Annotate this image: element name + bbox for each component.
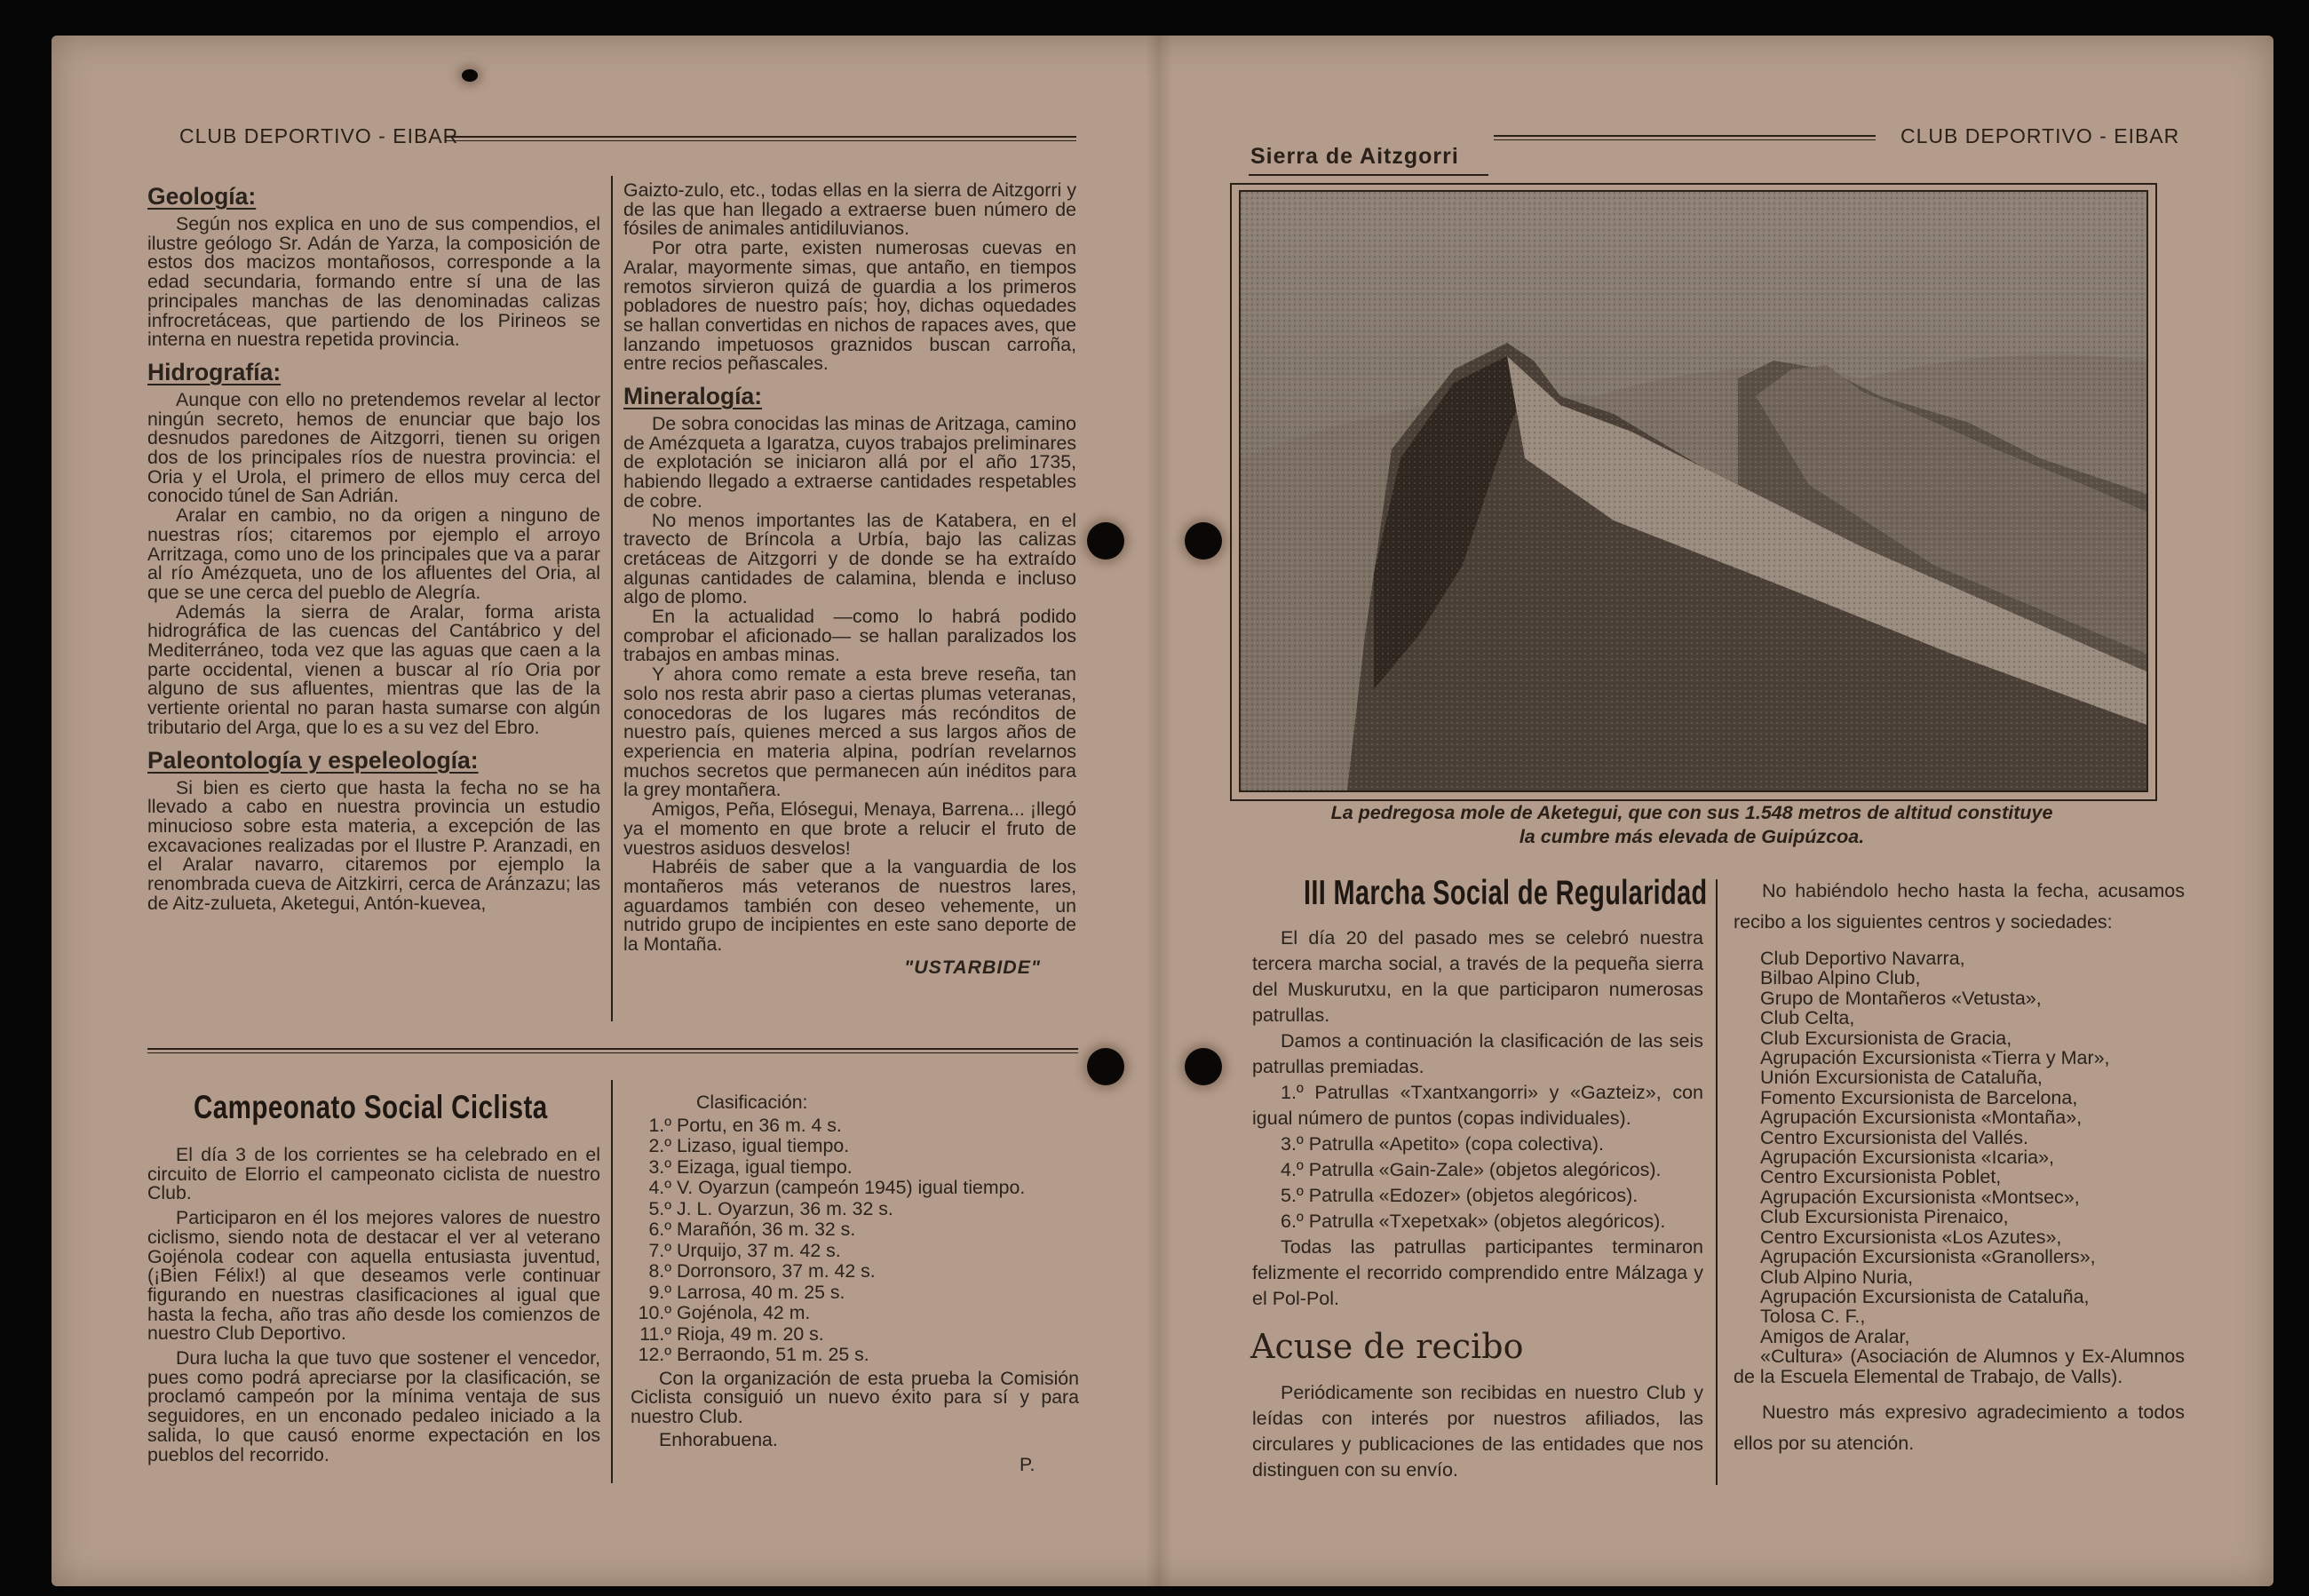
paragraph: Por otra parte, existen numerosas cuevas en Aralar, mayormente simas, que antaño, en tiempos remotos sirvieron quizá de guardia a los primeros pobladores de nuestro país; hoy, dichas oquedades se hallan convertidas en nichos de rapaces aves, que lanzando impetuosos graznidos buscan carroña, entre recios peñascales. xyxy=(623,237,1076,375)
clasificacion-row xyxy=(631,1116,1079,1137)
clasificacion-row xyxy=(631,1219,1079,1241)
header-club-left: CLUB DEPORTIVO - EIBAR xyxy=(179,124,459,147)
entidad-item: Bilbao Alpino Club, xyxy=(1760,967,1921,989)
section-rule xyxy=(147,1048,1078,1053)
paragraph: Nuestro más expresivo agradecimiento a todos ellos por su atención. xyxy=(1734,1401,2185,1454)
entidad-item: Unión Excursionista de Cataluña, xyxy=(1760,1067,2043,1089)
enhorabuena: Enhorabuena. xyxy=(659,1428,778,1450)
rider-result: Eizaga, igual tiempo. xyxy=(677,1155,853,1178)
paragraph: En la actualidad —como lo habrá podido comprobar el aficionado— se hallan paralizados los trabajos en ambas minas. xyxy=(623,606,1076,666)
center-fold xyxy=(1146,36,1172,1586)
entidades-list xyxy=(1734,949,2185,1346)
column-divider xyxy=(1716,879,1718,1485)
entidad-item: Club Deportivo Navarra, xyxy=(1760,948,1965,969)
column-divider xyxy=(611,1080,613,1483)
rider-result: V. Oyarzun (campeón 1945) igual tiempo. xyxy=(677,1177,1026,1198)
title-campeonato: Campeonato Social Ciclista xyxy=(194,1089,548,1125)
clasificacion-ciclista xyxy=(631,1092,1079,1475)
entidad-item: Fomento Excursionista de Barcelona, xyxy=(1760,1086,2078,1108)
position-number: 11.º xyxy=(639,1322,671,1345)
position-number: 6.º xyxy=(648,1219,671,1240)
position-number: 2.º xyxy=(648,1135,671,1156)
entidad-item: Agrupación Excursionista «Montsec», xyxy=(1760,1186,2080,1208)
rider-result: Dorronsoro, 37 m. 42 s. xyxy=(677,1260,876,1282)
paragraph: Periódicamente son recibidas en nuestro Club y leídas con interés por nuestros afiliados, las circulares y publicaciones de las entidades que nos distinguen con su envío. xyxy=(1252,1382,1703,1481)
entidad-item: Centro Excursionista del Vallés. xyxy=(1760,1126,2028,1148)
entidad-item: Club Excursionista de Gracia, xyxy=(1760,1027,2012,1049)
clasificacion-list xyxy=(631,1116,1079,1366)
position-number: 7.º xyxy=(648,1239,671,1261)
column-left-1 xyxy=(147,179,600,914)
paragraph: No habiéndolo hecho hasta la fecha, acusamos recibo a los siguientes centros y sociedades: xyxy=(1734,880,2185,933)
position-number: 5.º xyxy=(648,1197,671,1219)
rider-result: Gojénola, 42 m. xyxy=(677,1302,811,1323)
rider-result: Lizaso, igual tiempo. xyxy=(677,1135,850,1156)
paragraph: Damos a continuación la clasificación de las seis patrullas premiadas. xyxy=(1252,1030,1703,1077)
entidad-item: Club Celta, xyxy=(1760,1007,1855,1029)
rider-result: Portu, en 36 m. 4 s. xyxy=(677,1114,842,1136)
entidad-item: Grupo de Montañeros «Vetusta», xyxy=(1760,987,2042,1009)
heading-geologia: Geología: xyxy=(147,183,257,210)
signature: P. xyxy=(1020,1454,1035,1475)
paragraph: El día 20 del pasado mes se celebró nuestra tercera marcha social, a través de la pequeña sierra del Muskurutxu, en la que participaron numerosas patrullas. xyxy=(1252,927,1703,1026)
header-club-right: CLUB DEPORTIVO - EIBAR xyxy=(1900,124,2180,147)
position-number: 1.º xyxy=(648,1114,671,1136)
mountain-image xyxy=(1241,192,2146,790)
rider-result: Larrosa, 40 m. 25 s. xyxy=(677,1281,845,1303)
caption-line: La pedregosa mole de Aketegui, que con sus 1.548 metros de altitud constituye xyxy=(1330,802,2053,823)
section-underline xyxy=(1249,174,1488,179)
paragraph: Gaizto-zulo, etc., todas ellas en la sierra de Aitzgorri y de las que han llegado a extraerse buen número de fósiles de animales antidiluvianos. xyxy=(623,179,1076,240)
patrulla-item: 4.º Patrulla «Gain-Zale» (objetos alegóricos). xyxy=(1281,1159,1662,1180)
rider-result: Urquijo, 37 m. 42 s. xyxy=(677,1239,841,1261)
entidad-item: Centro Excursionista «Los Azutes», xyxy=(1760,1226,2062,1248)
clasificacion-row xyxy=(631,1345,1079,1366)
header-rule-right xyxy=(1494,135,1876,140)
heading-mineralogia: Mineralogía: xyxy=(623,383,763,410)
clasificacion-row xyxy=(631,1157,1079,1179)
paragraph-cultura: «Cultura» (Asociación de Alumnos y Ex-Alumnos de la Escuela Elemental de Trabajo, de Valls). xyxy=(1734,1346,2185,1387)
patrulla-item: 1.º Patrullas «Txantxangorri» y «Gazteiz», con igual número de puntos (copas individuales). xyxy=(1252,1082,1703,1129)
paragraph: Aralar en cambio, no da origen a ninguno de nuestras ríos; citaremos por ejemplo el arroyo Arritzaga, como uno de los principales que va a parar al río Amézqueta, uno de los afluentes del Oria, al que se une cerca del pueblo de Alegría. xyxy=(147,504,600,603)
paragraph: Según nos explica en uno de sus compendios, el ilustre geólogo Sr. Adán de Yarza, la composición de estos dos macizos montañosos, corresponde a la edad secundaria, formando entre sí una de las principales manchas de las denominadas calizas infrocretáceas, que partiendo de los Pirineos se interna en nuestra repetida provincia. xyxy=(147,213,600,351)
punch-hole xyxy=(1087,522,1124,560)
entidad-item: Amigos de Aralar, xyxy=(1760,1325,1910,1347)
position-number: 12.º xyxy=(638,1344,671,1365)
clasificacion-row xyxy=(631,1241,1079,1262)
rider-result: Berraondo, 51 m. 25 s. xyxy=(677,1344,869,1365)
paragraph: Aunque con ello no pretendemos revelar al lector ningún secreto, hemos de enunciar que bajo los desnudos paredones de Aitzgorri, tienen su origen dos de los principales ríos de nuestra provincia: el Oria y el Urola, el primero de ellos muy cerca del conocido túnel de San Adrián. xyxy=(147,388,600,507)
position-number: 4.º xyxy=(648,1177,671,1198)
clasificacion-row xyxy=(631,1282,1079,1304)
entidad-item: Agrupación Excursionista «Icaria», xyxy=(1760,1147,2055,1169)
clasificacion-row xyxy=(631,1324,1079,1346)
mountain-photo xyxy=(1239,190,2148,792)
clasificacion-heading: Clasificación: xyxy=(696,1092,808,1113)
entidad-item: Agrupación Excursionista «Montaña», xyxy=(1760,1107,2083,1129)
entidad-item: Agrupación Excursionista de Cataluña, xyxy=(1760,1285,2090,1307)
patrulla-item: 5.º Patrulla «Edozer» (objetos alegóricos). xyxy=(1281,1185,1639,1206)
section-title: Sierra de Aitzgorri xyxy=(1250,144,1459,169)
clasificacion-row xyxy=(631,1303,1079,1324)
rider-result: Rioja, 49 m. 20 s. xyxy=(677,1322,824,1345)
entidad-item: Agrupación Excursionista «Tierra y Mar», xyxy=(1760,1047,2110,1069)
clasificacion-row xyxy=(631,1199,1079,1220)
entidad-item: Club Excursionista Pirenaico, xyxy=(1760,1206,2009,1228)
patrulla-item: 3.º Patrulla «Apetito» (copa colectiva). xyxy=(1281,1133,1604,1155)
punch-hole xyxy=(1087,1048,1124,1085)
paragraph: Además la sierra de Aralar, forma arista hidrográfica de las cuencas del Cantábrico y del Mediterráneo, toda vez que las aguas que caen a la parte occidental, vienen a buscar al río Oria por alguno de sus afluentes, mientras que las de la vertiente oriental no paran hasta sumarse con algún tributario del Arga, que lo es a su vez del Ebro. xyxy=(147,600,600,738)
column-divider xyxy=(611,176,613,1021)
rider-result: Marañón, 36 m. 32 s. xyxy=(677,1219,856,1240)
entidad-item: Club Alpino Nuria, xyxy=(1760,1266,1914,1288)
header-rule-left xyxy=(446,136,1076,141)
paragraph: Amigos, Peña, Elósegui, Menaya, Barrena... ¡llegó ya el momento en que brote a relucir el fruto de vuestros asiduos desvelos! xyxy=(623,798,1076,859)
column-ciclista xyxy=(147,1146,600,1465)
entidad-item: Centro Excursionista Poblet, xyxy=(1760,1166,2002,1188)
rider-result: J. L. Oyarzun, 36 m. 32 s. xyxy=(677,1197,893,1219)
paragraph: El día 3 de los corrientes se ha celebrado en el circuito de Elorrio el campeonato ciclista de nuestro Club. xyxy=(147,1144,600,1204)
clasificacion-row xyxy=(631,1178,1079,1199)
entidad-item: Agrupación Excursionista «Granollers», xyxy=(1760,1246,2096,1268)
punch-hole xyxy=(1185,1048,1222,1085)
clasificacion-row xyxy=(631,1136,1079,1157)
paragraph: De sobra conocidas las minas de Aritzaga, camino de Amézqueta a Igaratza, cuyos trabajos preliminares de explotación se iniciaron allá por el año 1735, habiendo llegado a extraerse cantidades respetables de cobre. xyxy=(623,413,1076,512)
patrullas-list xyxy=(1252,1080,1703,1235)
photo-caption xyxy=(1230,801,2154,849)
closing-text: Con la organización de esta prueba la Comisión Ciclista consiguió un nuevo éxito para sí y para nuestro Club. xyxy=(631,1367,1079,1427)
paragraph xyxy=(631,1367,1079,1450)
heading-paleontologia: Paleontología y espeleología: xyxy=(147,746,479,774)
entidad-item: Tolosa C. F., xyxy=(1760,1306,1866,1328)
column-recibo xyxy=(1734,876,2185,1459)
paragraph: Y ahora como remate a esta breve reseña, tan solo nos resta abrir paso a ciertas plumas veteranas, conocedoras de los lugares más recónditos de nuestro país, quienes merced a sus largos años de experiencia en materia alpina, podrían revelarnos muchos secretos que permanecen aún inéditos para la grey montañera. xyxy=(623,663,1076,801)
paragraph: No menos importantes las de Katabera, en el travecto de Bríncola a Urbía, bajo las calizas cretáceas de Aitzgorri y de donde se ha extraído algunas cantidades de calamina, blenda e incluso algo de plomo. xyxy=(623,509,1076,608)
column-left-2 xyxy=(623,181,1076,977)
paragraph: Participaron en él los mejores valores de nuestro ciclismo, siendo nota de destacar el ver al veterano Gojénola codear con aquella entusiasta juventud, (¡Bien Félix!) al que deseamos verle continuar figurando en nuestras clasificaciones al igual que hasta la fecha, año tras año desde los comienzos de nuestro Club Deportivo. xyxy=(147,1207,600,1345)
position-number: 3.º xyxy=(648,1155,671,1178)
column-marcha xyxy=(1252,925,1703,1312)
paragraph: Dura lucha la que tuvo que sostener el vencedor, pues como podrá apreciarse por la clasificación, se proclamó campeón por la mínima ventaja de sus seguidores, en un enconado pedaleo iniciado a la salida, lo que causó enorme expectación en los pueblos del recorrido. xyxy=(147,1347,600,1465)
position-number: 8.º xyxy=(648,1260,671,1282)
signature: "USTARBIDE" xyxy=(904,956,1041,978)
paragraph: Si bien es cierto que hasta la fecha no se ha llevado a cabo en nuestra provincia un estudio minucioso sobre esta materia, a excepción de las excavaciones realizadas por el Ilustre P. Aranzadi, en el Aralar navarro, citaremos por ejemplo la renombrada cueva de Aitzkirri, cerca de Aránzazu; las de Aitz-zulueta, Aketegui, Antón-kuevea, xyxy=(147,776,600,914)
position-number: 10.º xyxy=(638,1302,671,1323)
clasificacion-row xyxy=(631,1261,1079,1282)
position-number: 9.º xyxy=(648,1281,671,1303)
paragraph: Habréis de saber que a la vanguardia de los montañeros más veteranos de nuestros lares, aguardamos también con deseo vehemente, un nutrido grupo de incipientes en este sano deporte de la Montaña. xyxy=(623,856,1076,956)
title-marcha: III Marcha Social de Regularidad xyxy=(1304,874,1708,912)
punch-hole xyxy=(462,69,478,82)
patrulla-item: 6.º Patrulla «Txepetxak» (objetos alegóricos). xyxy=(1281,1211,1666,1232)
caption-line: la cumbre más elevada de Guipúzcoa. xyxy=(1519,826,1865,847)
column-acuse xyxy=(1252,1380,1703,1483)
heading-hidrografia: Hidrografía: xyxy=(147,358,282,385)
paragraph: Todas las patrullas participantes terminaron felizmente el recorrido comprendido entre Málzaga y el Pol-Pol. xyxy=(1252,1236,1703,1309)
punch-hole xyxy=(1185,522,1222,560)
title-acuse: Acuse de recibo xyxy=(1250,1327,1524,1366)
